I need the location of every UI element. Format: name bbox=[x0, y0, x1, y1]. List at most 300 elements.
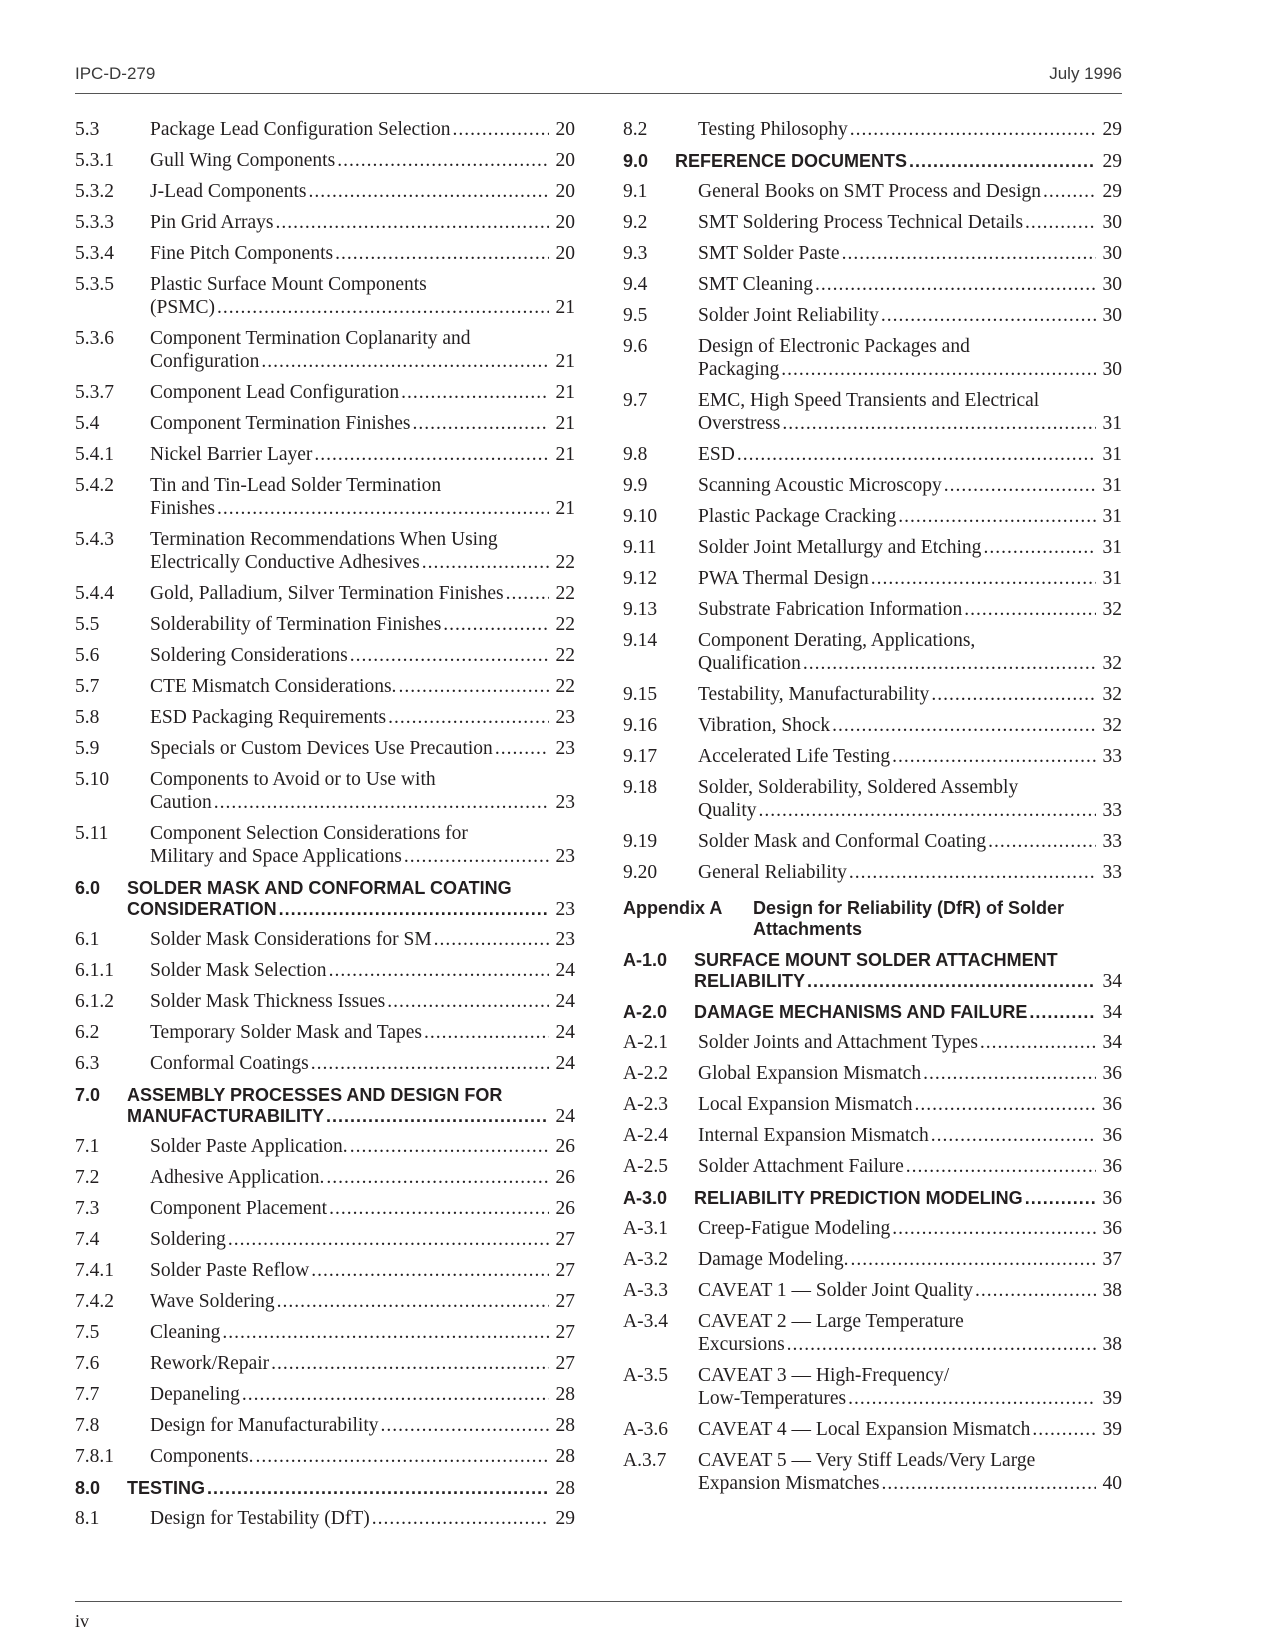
toc-entry-number: 9.3 bbox=[623, 243, 648, 264]
toc-entry bbox=[623, 536, 1122, 559]
dot-leader bbox=[807, 971, 1096, 992]
toc-entry-text: Adhesive Application. bbox=[150, 1167, 325, 1188]
toc-page-number: 33 bbox=[1102, 746, 1122, 767]
toc-entry-number: 5.8 bbox=[75, 707, 100, 728]
toc-entry-title bbox=[698, 1310, 1122, 1356]
toc-entry-number: 5.4.2 bbox=[75, 475, 114, 496]
toc-entry-text: CAVEAT 5 — Very Stiff Leads/Very Large bbox=[698, 1450, 1036, 1471]
toc-entry-title bbox=[150, 474, 575, 520]
toc-entry bbox=[623, 776, 1122, 822]
toc-entry-title bbox=[698, 273, 1122, 296]
toc-entry-text: Soldering bbox=[150, 1229, 226, 1250]
toc-entry bbox=[75, 959, 575, 982]
toc-entry bbox=[75, 1085, 575, 1127]
toc-entry-text: Quality bbox=[698, 800, 757, 821]
toc-entry-title bbox=[150, 327, 575, 373]
toc-entry-text: SURFACE MOUNT SOLDER ATTACHMENT bbox=[694, 950, 1058, 970]
toc-entry-text: Package Lead Configuration Selection bbox=[150, 119, 451, 140]
toc-entry bbox=[623, 898, 1122, 940]
toc-entry bbox=[623, 861, 1122, 884]
toc-page-number: 32 bbox=[1102, 653, 1122, 674]
toc-page-number: 36 bbox=[1102, 1094, 1122, 1115]
dot-leader bbox=[401, 381, 549, 404]
toc-entry-title bbox=[694, 1188, 1122, 1209]
toc-entry-title bbox=[698, 629, 1122, 675]
dot-leader bbox=[453, 118, 549, 141]
dot-leader bbox=[849, 861, 1096, 884]
dot-leader bbox=[398, 675, 549, 698]
dot-leader bbox=[329, 959, 549, 982]
toc-entry-text: Vibration, Shock bbox=[698, 715, 831, 736]
toc-entry-title bbox=[675, 151, 1122, 172]
toc-page-number: 32 bbox=[1102, 684, 1122, 705]
dot-leader bbox=[1025, 1188, 1096, 1209]
toc-entry-number: 9.11 bbox=[623, 537, 657, 558]
toc-entry-number: 5.11 bbox=[75, 823, 109, 844]
toc-entry bbox=[75, 1052, 575, 1075]
toc-entry-text: Creep-Fatigue Modeling bbox=[698, 1218, 891, 1239]
toc-entry-text: Excursions bbox=[698, 1334, 785, 1355]
toc-entry-text: ESD bbox=[698, 444, 735, 465]
toc-entry bbox=[623, 242, 1122, 265]
toc-entry-text: Design for Reliability (DfR) of Solder bbox=[753, 898, 1065, 918]
toc-entry-number: 7.4.2 bbox=[75, 1291, 114, 1312]
toc-entry-title bbox=[150, 1021, 575, 1044]
toc-entry-number: 9.5 bbox=[623, 305, 648, 326]
toc-entry-title bbox=[698, 304, 1122, 327]
toc-entry-text: Configuration bbox=[150, 351, 260, 372]
dot-leader bbox=[964, 598, 1096, 621]
toc-page-number: 27 bbox=[555, 1291, 575, 1312]
toc-entry-text: ESD Packaging Requirements bbox=[150, 707, 387, 728]
toc-entry-text: ASSEMBLY PROCESSES AND DESIGN FOR bbox=[127, 1085, 503, 1105]
toc-page-number: 36 bbox=[1102, 1188, 1122, 1209]
toc-page-number: 28 bbox=[555, 1478, 575, 1499]
toc-page-number: 24 bbox=[555, 1106, 575, 1127]
toc-entry-number: A.3.7 bbox=[623, 1450, 667, 1471]
toc-page-number: 40 bbox=[1102, 1473, 1122, 1494]
dot-leader bbox=[276, 211, 550, 234]
toc-entry-title bbox=[150, 242, 575, 265]
dot-leader bbox=[881, 1472, 1096, 1495]
dot-leader bbox=[848, 1387, 1096, 1410]
dot-leader bbox=[372, 1507, 549, 1530]
toc-page-number: 22 bbox=[555, 614, 575, 635]
toc-entry bbox=[75, 1135, 575, 1158]
toc-entry-text: Gull Wing Components bbox=[150, 150, 336, 171]
toc-entry-title bbox=[150, 180, 575, 203]
toc-entry bbox=[75, 1383, 575, 1406]
toc-entry-text: General Books on SMT Process and Design bbox=[698, 181, 1042, 202]
toc-page-number: 20 bbox=[555, 212, 575, 233]
toc-entry-text: Component Selection Considerations for bbox=[150, 823, 468, 844]
toc-entry-title bbox=[694, 1002, 1122, 1023]
toc-entry bbox=[623, 1449, 1122, 1495]
toc-entry-number: 7.2 bbox=[75, 1167, 100, 1188]
toc-entry-text: Wave Soldering bbox=[150, 1291, 275, 1312]
toc-entry bbox=[623, 1002, 1122, 1023]
toc-page-number: 31 bbox=[1102, 537, 1122, 558]
dot-leader bbox=[923, 1062, 1096, 1085]
dot-leader bbox=[404, 845, 549, 868]
toc-entry-title bbox=[698, 745, 1122, 768]
toc-page-number: 29 bbox=[1102, 151, 1122, 172]
toc-page-number: 24 bbox=[555, 1022, 575, 1043]
dot-leader bbox=[271, 1352, 549, 1375]
toc-entry-title bbox=[150, 1259, 575, 1282]
dot-leader bbox=[381, 1414, 549, 1437]
toc-entry bbox=[623, 304, 1122, 327]
toc-page-number: 23 bbox=[555, 792, 575, 813]
dot-leader bbox=[988, 830, 1096, 853]
toc-entry-text: Plastic Surface Mount Components bbox=[150, 274, 427, 295]
toc-entry-number: 5.4.1 bbox=[75, 444, 114, 465]
toc-entry-title bbox=[698, 714, 1122, 737]
toc-left-column bbox=[75, 118, 575, 1538]
toc-entry-number: 5.9 bbox=[75, 738, 100, 759]
dot-leader bbox=[931, 683, 1096, 706]
dot-leader bbox=[388, 706, 549, 729]
toc-entry-title bbox=[698, 1031, 1122, 1054]
dot-leader bbox=[350, 1135, 549, 1158]
toc-entry-title bbox=[150, 1507, 575, 1530]
toc-entry-number: 5.3.5 bbox=[75, 274, 114, 295]
toc-entry bbox=[75, 242, 575, 265]
toc-page-number: 29 bbox=[1102, 181, 1122, 202]
toc-entry-number: 9.18 bbox=[623, 777, 658, 798]
toc-entry-number: 9.2 bbox=[623, 212, 648, 233]
toc-page-number: 39 bbox=[1102, 1388, 1122, 1409]
toc-page-number: 26 bbox=[555, 1167, 575, 1188]
dot-leader bbox=[944, 474, 1096, 497]
toc-entry-number: 6.3 bbox=[75, 1053, 100, 1074]
dot-leader bbox=[983, 536, 1096, 559]
toc-entry-text: Packaging bbox=[698, 359, 780, 380]
toc-entry-text: Rework/Repair bbox=[150, 1353, 270, 1374]
toc-entry bbox=[623, 505, 1122, 528]
toc-entry-text: SOLDER MASK AND CONFORMAL COATING bbox=[127, 878, 512, 898]
dot-leader bbox=[255, 1445, 549, 1468]
dot-leader bbox=[217, 497, 549, 520]
toc-entry-text: Local Expansion Mismatch bbox=[698, 1094, 913, 1115]
toc-page-number: 28 bbox=[555, 1446, 575, 1467]
toc-entry-title bbox=[150, 1166, 575, 1189]
toc-entry-title bbox=[150, 1352, 575, 1375]
toc-page-number: 22 bbox=[555, 645, 575, 666]
toc-entry-text: Plastic Package Cracking bbox=[698, 506, 897, 527]
dot-leader bbox=[443, 613, 549, 636]
toc-entry-text: CAVEAT 1 — Solder Joint Quality bbox=[698, 1280, 973, 1301]
toc-page-number: 28 bbox=[555, 1415, 575, 1436]
toc-entry-text: Specials or Custom Devices Use Precaution bbox=[150, 738, 493, 759]
toc-entry-text: RELIABILITY bbox=[694, 971, 805, 991]
toc-page-number: 33 bbox=[1102, 800, 1122, 821]
toc-entry-title bbox=[150, 1228, 575, 1251]
toc-entry-number: A-3.2 bbox=[623, 1249, 668, 1270]
toc-entry-number: 6.1.1 bbox=[75, 960, 114, 981]
toc-entry bbox=[75, 1414, 575, 1437]
toc-entry-title bbox=[698, 335, 1122, 381]
toc-entry bbox=[75, 706, 575, 729]
toc-entry bbox=[623, 151, 1122, 172]
dot-leader bbox=[326, 1166, 549, 1189]
toc-entry-text: Cleaning bbox=[150, 1322, 221, 1343]
toc-entry-text: Components. bbox=[150, 1446, 254, 1467]
dot-leader bbox=[222, 1321, 549, 1344]
toc-page-number: 20 bbox=[555, 181, 575, 202]
toc-page-number: 23 bbox=[555, 738, 575, 759]
toc-entry-number: A-2.3 bbox=[623, 1094, 668, 1115]
toc-entry-number: 9.14 bbox=[623, 630, 658, 651]
toc-page-number: 34 bbox=[1102, 1002, 1122, 1023]
toc-entry-text: Global Expansion Mismatch bbox=[698, 1063, 922, 1084]
toc-entry bbox=[75, 1321, 575, 1344]
toc-entry bbox=[623, 180, 1122, 203]
toc-entry bbox=[623, 714, 1122, 737]
toc-page-number: 24 bbox=[555, 960, 575, 981]
toc-entry-number: 9.20 bbox=[623, 862, 658, 883]
toc-entry bbox=[623, 1418, 1122, 1441]
toc-entry-number: 9.4 bbox=[623, 274, 648, 295]
dot-leader bbox=[881, 304, 1096, 327]
toc-entry bbox=[623, 1188, 1122, 1209]
toc-page-number: 27 bbox=[555, 1353, 575, 1374]
toc-entry-number: 7.8.1 bbox=[75, 1446, 114, 1467]
dot-leader bbox=[279, 899, 549, 920]
toc-entry-number: 9.0 bbox=[623, 151, 649, 171]
dot-leader bbox=[495, 737, 549, 760]
toc-entry-number: 8.2 bbox=[623, 119, 648, 140]
toc-entry-text: (PSMC) bbox=[150, 297, 216, 318]
toc-entry-number: 9.13 bbox=[623, 599, 658, 620]
toc-entry-title bbox=[698, 1217, 1122, 1240]
toc-entry-number: 5.6 bbox=[75, 645, 100, 666]
toc-entry-text: Testing Philosophy bbox=[698, 119, 848, 140]
toc-entry-number: 8.0 bbox=[75, 1478, 101, 1498]
toc-entry bbox=[623, 443, 1122, 466]
toc-entry-number: 8.1 bbox=[75, 1508, 100, 1529]
toc-entry bbox=[75, 474, 575, 520]
toc-entry-title bbox=[150, 582, 575, 605]
toc-entry-title bbox=[698, 505, 1122, 528]
toc-entry-title bbox=[698, 776, 1122, 822]
toc-entry-text: Solder, Solderability, Soldered Assembly bbox=[698, 777, 1019, 798]
dot-leader bbox=[782, 412, 1096, 435]
dot-leader bbox=[892, 1217, 1096, 1240]
toc-page-number: 34 bbox=[1102, 1032, 1122, 1053]
toc-page-number: 31 bbox=[1102, 506, 1122, 527]
toc-page-number: 36 bbox=[1102, 1125, 1122, 1146]
toc-entry-text: Accelerated Life Testing bbox=[698, 746, 891, 767]
toc-entry-title bbox=[698, 242, 1122, 265]
toc-entry-title bbox=[150, 1414, 575, 1437]
toc-entry-text: Solder Mask and Conformal Coating bbox=[698, 831, 987, 852]
toc-entry-title bbox=[150, 1197, 575, 1220]
toc-entry-text: Substrate Fabrication Information bbox=[698, 599, 963, 620]
toc-page-number: 30 bbox=[1102, 305, 1122, 326]
toc-entry bbox=[75, 1445, 575, 1468]
dot-leader bbox=[909, 151, 1096, 172]
toc-entry-text: Solder Paste Application. bbox=[150, 1136, 348, 1157]
toc-entry-number: 5.4.3 bbox=[75, 529, 114, 550]
toc-entry-text: Component Derating, Applications, bbox=[698, 630, 976, 651]
toc-entry-text: Component Termination Coplanarity and bbox=[150, 328, 471, 349]
toc-entry bbox=[75, 273, 575, 319]
toc-entry-number: 9.10 bbox=[623, 506, 658, 527]
toc-entry bbox=[75, 768, 575, 814]
dot-leader bbox=[214, 791, 549, 814]
toc-entry-number: 9.12 bbox=[623, 568, 658, 589]
toc-entry bbox=[623, 1248, 1122, 1271]
toc-entry bbox=[75, 528, 575, 574]
toc-entry-title bbox=[150, 211, 575, 234]
toc-entry-title bbox=[698, 1449, 1122, 1495]
toc-entry bbox=[623, 1310, 1122, 1356]
toc-entry-text: CTE Mismatch Considerations. bbox=[150, 676, 397, 697]
toc-entry-text: Testability, Manufacturability bbox=[698, 684, 930, 705]
toc-entry-number: 9.6 bbox=[623, 336, 648, 357]
toc-entry-title bbox=[698, 1093, 1122, 1116]
toc-entry-text: Depaneling bbox=[150, 1384, 240, 1405]
toc-entry-number: 7.7 bbox=[75, 1384, 100, 1405]
dot-leader bbox=[1025, 211, 1096, 234]
toc-entry-title bbox=[150, 990, 575, 1013]
dot-leader bbox=[975, 1279, 1096, 1302]
dot-leader bbox=[803, 652, 1096, 675]
toc-page-number: 38 bbox=[1102, 1280, 1122, 1301]
toc-entry bbox=[623, 629, 1122, 675]
toc-entry bbox=[75, 1021, 575, 1044]
toc-entry bbox=[75, 1259, 575, 1282]
toc-entry-title bbox=[150, 768, 575, 814]
toc-entry-number: A-3.5 bbox=[623, 1365, 668, 1386]
dot-leader bbox=[737, 443, 1096, 466]
toc-entry-number: 5.3.1 bbox=[75, 150, 114, 171]
toc-entry-text: Tin and Tin-Lead Solder Termination bbox=[150, 475, 442, 496]
toc-entry-number: 5.4 bbox=[75, 413, 100, 434]
toc-page-number: 24 bbox=[555, 991, 575, 1012]
toc-entry-text: Design of Electronic Packages and bbox=[698, 336, 970, 357]
toc-page-number: 29 bbox=[555, 1508, 575, 1529]
dot-leader bbox=[914, 1093, 1096, 1116]
toc-page-number: 37 bbox=[1102, 1249, 1122, 1270]
toc-entry-title bbox=[150, 1290, 575, 1313]
toc-entry-text: Internal Expansion Mismatch bbox=[698, 1125, 929, 1146]
toc-entry-number: 6.1.2 bbox=[75, 991, 114, 1012]
toc-entry-number: A-3.6 bbox=[623, 1419, 668, 1440]
toc-entry-title bbox=[150, 149, 575, 172]
toc-entry-number: 6.2 bbox=[75, 1022, 100, 1043]
toc-entry-text: CAVEAT 3 — High-Frequency/ bbox=[698, 1365, 950, 1386]
dot-leader bbox=[850, 118, 1096, 141]
toc-entry-text: CAVEAT 4 — Local Expansion Mismatch bbox=[698, 1419, 1031, 1440]
dot-leader bbox=[434, 928, 549, 951]
dot-leader bbox=[350, 644, 549, 667]
toc-page-number: 23 bbox=[555, 929, 575, 950]
toc-entry-text: SMT Soldering Process Technical Details bbox=[698, 212, 1024, 233]
toc-entry-text: Damage Modeling. bbox=[698, 1249, 849, 1270]
toc-page-number: 22 bbox=[555, 552, 575, 573]
toc-entry-number: A-2.2 bbox=[623, 1063, 668, 1084]
toc-entry-title bbox=[698, 1155, 1122, 1178]
toc-entry-text: CONSIDERATION bbox=[127, 899, 277, 919]
toc-entry-text: Electrically Conductive Adhesives bbox=[150, 552, 420, 573]
toc-entry bbox=[75, 675, 575, 698]
toc-entry bbox=[623, 1217, 1122, 1240]
dot-leader bbox=[337, 149, 549, 172]
toc-entry-text: Component Placement bbox=[150, 1198, 328, 1219]
toc-entry-text: Finishes bbox=[150, 498, 216, 519]
toc-entry bbox=[75, 1228, 575, 1251]
toc-page-number: 31 bbox=[1102, 475, 1122, 496]
toc-entry bbox=[623, 273, 1122, 296]
toc-entry-title bbox=[698, 1248, 1122, 1271]
toc-entry-title bbox=[698, 861, 1122, 884]
dot-leader bbox=[759, 799, 1097, 822]
toc-entry-text: Solder Mask Thickness Issues bbox=[150, 991, 386, 1012]
header-date: July 1996 bbox=[1049, 64, 1122, 83]
dot-leader bbox=[329, 1197, 549, 1220]
toc-entry bbox=[75, 822, 575, 868]
toc-entry-number: 9.1 bbox=[623, 181, 648, 202]
toc-entry bbox=[623, 335, 1122, 381]
toc-page-number: 27 bbox=[555, 1322, 575, 1343]
toc-entry-title bbox=[698, 474, 1122, 497]
toc-entry bbox=[75, 1478, 575, 1499]
toc-entry-number: 9.9 bbox=[623, 475, 648, 496]
toc-page-number: 27 bbox=[555, 1260, 575, 1281]
toc-page-number: 28 bbox=[555, 1384, 575, 1405]
toc-entry-text: Design for Testability (DfT) bbox=[150, 1508, 370, 1529]
toc-entry-number: A-3.3 bbox=[623, 1280, 668, 1301]
toc-page-number: 21 bbox=[555, 382, 575, 403]
toc-entry-text: Termination Recommendations When Using bbox=[150, 529, 498, 550]
toc-entry bbox=[75, 149, 575, 172]
toc-page-number: 31 bbox=[1102, 444, 1122, 465]
toc-entry-title bbox=[150, 959, 575, 982]
toc-entry-number: 9.8 bbox=[623, 444, 648, 465]
toc-entry-text: Component Lead Configuration bbox=[150, 382, 400, 403]
toc-entry-title bbox=[127, 1085, 575, 1127]
toc-entry-text: SMT Solder Paste bbox=[698, 243, 840, 264]
toc-entry-title bbox=[150, 273, 575, 319]
dot-leader bbox=[311, 1052, 549, 1075]
dot-leader bbox=[842, 242, 1096, 265]
toc-entry bbox=[623, 1279, 1122, 1302]
toc-entry-text: PWA Thermal Design bbox=[698, 568, 869, 589]
toc-entry bbox=[75, 381, 575, 404]
toc-entry bbox=[623, 474, 1122, 497]
toc-entry-text: J-Lead Components bbox=[150, 181, 307, 202]
dot-leader bbox=[815, 273, 1096, 296]
toc-entry-title bbox=[698, 118, 1122, 141]
toc-entry-number: A-2.4 bbox=[623, 1125, 668, 1146]
toc-entry bbox=[75, 582, 575, 605]
toc-entry bbox=[623, 1062, 1122, 1085]
toc-entry-text: Solder Attachment Failure bbox=[698, 1156, 904, 1177]
toc-entry-title bbox=[150, 528, 575, 574]
page-number: iv bbox=[75, 1611, 90, 1631]
toc-entry-number: 7.4 bbox=[75, 1229, 100, 1250]
toc-entry-text: Caution bbox=[150, 792, 212, 813]
toc-entry bbox=[623, 1155, 1122, 1178]
toc-entry bbox=[75, 613, 575, 636]
toc-page-number: 22 bbox=[555, 676, 575, 697]
toc-right-column bbox=[623, 118, 1122, 1503]
toc-entry-number: 7.6 bbox=[75, 1353, 100, 1374]
toc-entry-text: DAMAGE MECHANISMS AND FAILURE bbox=[694, 1002, 1028, 1022]
dot-leader bbox=[314, 443, 549, 466]
